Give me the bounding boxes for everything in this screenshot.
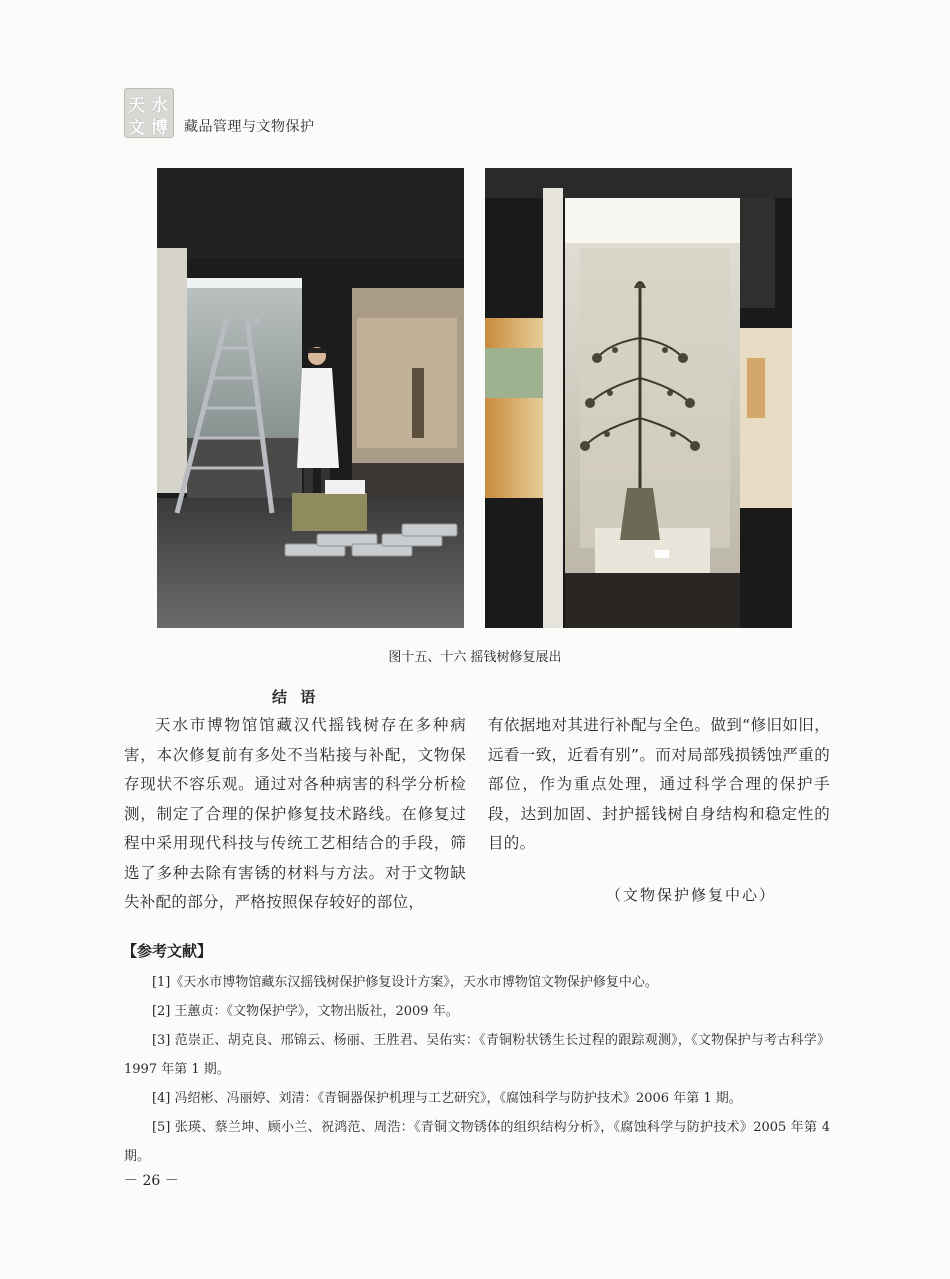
photo-money-tree-display [485,168,792,628]
reference-item: [4] 冯绍彬、冯丽婷、刘清：《青铜器保护机理与工艺研究》，《腐蚀科学与防护技术》2006 年第 1 期。 [151,1091,742,1106]
logo-glyph: 水 [151,96,168,116]
logo-glyph: 博 [151,118,168,138]
conclusion-text-left: 天水市博物馆馆藏汉代摇钱树存在多种病害，本次修复前有多处不当粘接与补配，文物保存现状不容乐观。通过对各种病害的科学分析检测，制定了合理的保护修复技术路线。在修复过程中采用现代科技与传统工艺相结合的手段，筛选了多种去除有害锈的材料与方法。对于文物缺失补配的部分，严格按照保存较好的部位， [124,716,466,911]
section-title: 藏品管理与文物保护 [184,119,315,135]
conclusion-text-right: 有依据地对其进行补配与全色。做到“修旧如旧，远看一致，近看有别”。而对局部残损锈蚀严重的部位，作为重点处理，通过科学合理的保护手段，达到加固、封护摇钱树自身结构和稳定性的目的。 [488,716,830,852]
journal-logo [124,88,174,138]
author-byline: （文物保护修复中心） [606,886,777,904]
references-heading: 【参考文献】 [122,942,213,960]
reference-item: [2] 王蕙贞：《文物保护学》，文物出版社，2009 年。 [151,1004,459,1019]
logo-glyph: 天 [128,96,145,116]
page-number: － 26 － [124,1173,179,1189]
reference-item: [5] 张瑛、蔡兰坤、顾小兰、祝鸿范、周浩：《青铜文物锈体的组织结构分析》，《腐蚀科学与防护技术》2005 年第 4 期。 [124,1120,830,1164]
conclusion-heading: 结 语 [272,688,320,706]
reference-item: [3] 范崇正、胡克良、邢锦云、杨丽、王胜君、吴佑实：《青铜粉状锈生长过程的跟踪观测》，《文物保护与考古科学》1997 年第 1 期。 [124,1033,830,1077]
reference-item: [1]《天水市博物馆藏东汉摇钱树保护修复设计方案》，天水市博物馆文物保护修复中心。 [151,975,658,990]
figure-caption: 图十五、十六 摇钱树修复展出 [388,650,562,665]
photo-restoration-scene [157,168,464,628]
logo-glyph: 文 [128,118,145,138]
reference-list [124,968,830,1171]
